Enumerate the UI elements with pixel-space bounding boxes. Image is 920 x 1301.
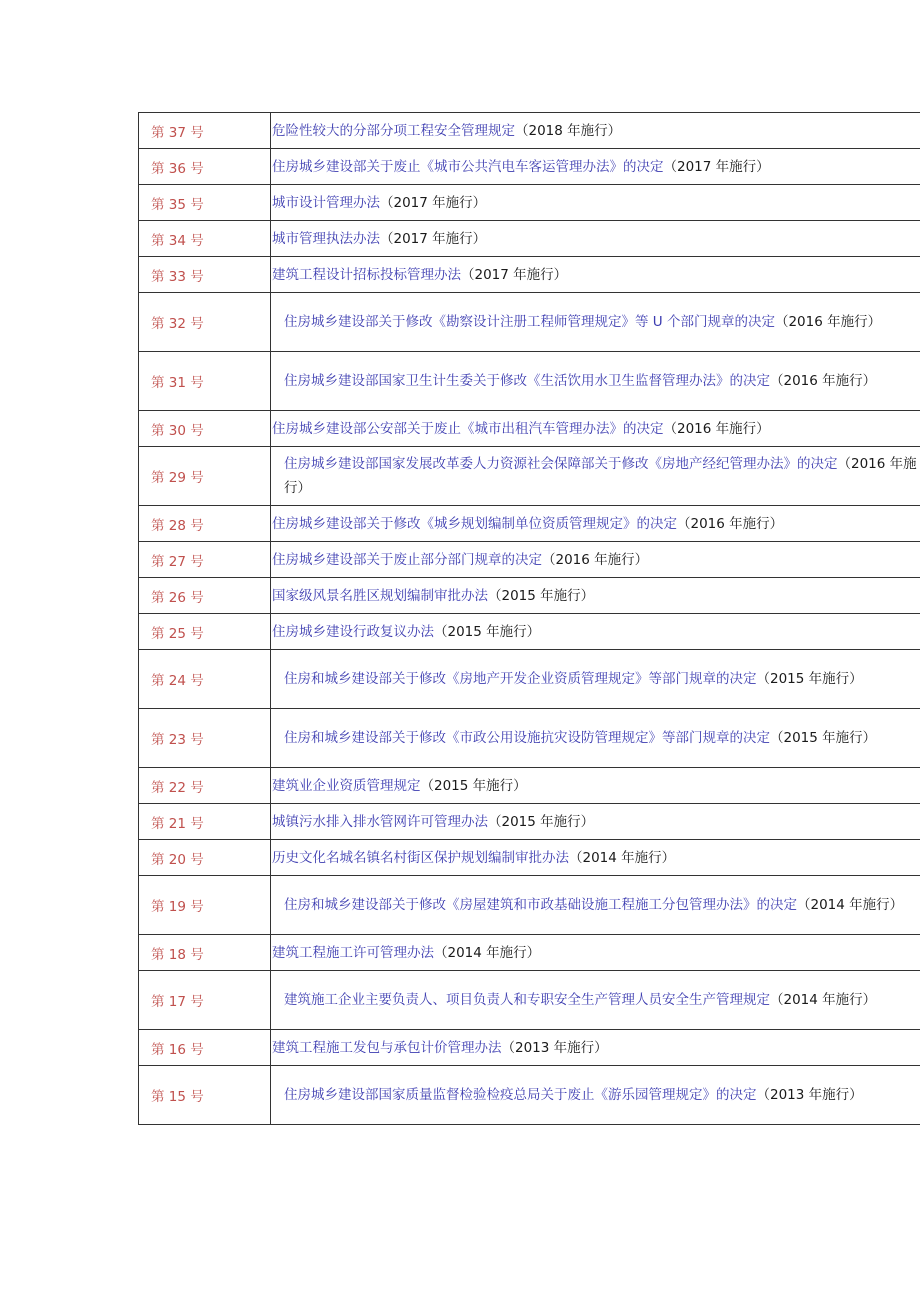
- regulation-title-cell: [271, 149, 920, 185]
- order-number: 第 31 号: [139, 352, 271, 411]
- table-row: [139, 768, 920, 804]
- effective-year: （2017 年施行）: [380, 194, 487, 211]
- regulation-title-cell: [271, 840, 920, 876]
- regulation-title[interactable]: 建筑工程施工发包与承包计价管理办法: [272, 1039, 502, 1056]
- regulation-title[interactable]: 住房城乡建设部关于修改《城乡规划编制单位资质管理规定》的决定: [272, 515, 677, 532]
- regulation-title-cell: [271, 352, 920, 411]
- regulation-title-cell: [271, 971, 920, 1030]
- regulation-title-cell: [271, 768, 920, 804]
- regulation-title-text: [272, 893, 919, 917]
- regulation-title-text: [272, 119, 919, 143]
- order-number: 第 35 号: [139, 185, 271, 221]
- regulation-title-cell: [271, 650, 920, 709]
- regulation-title-cell: [271, 876, 920, 935]
- table-row: [139, 1030, 920, 1066]
- regulation-title[interactable]: 历史文化名城名镇名村街区保护规划编制审批办法: [272, 849, 569, 866]
- effective-year: （2015 年施行）: [770, 730, 877, 746]
- regulation-title-cell: [271, 614, 920, 650]
- regulation-title-cell: [271, 935, 920, 971]
- regulation-title-text: [272, 941, 919, 965]
- order-number: 第 36 号: [139, 149, 271, 185]
- regulation-title[interactable]: 城市设计管理办法: [272, 194, 380, 211]
- regulation-title[interactable]: 城镇污水排入排水管网许可管理办法: [272, 813, 488, 830]
- order-number: 第 15 号: [139, 1066, 271, 1125]
- order-number: 第 34 号: [139, 221, 271, 257]
- effective-year: （2015 年施行）: [488, 587, 595, 604]
- regulation-title[interactable]: 建筑施工企业主要负责人、项目负责人和专职安全生产管理人员安全生产管理规定: [284, 992, 770, 1008]
- table-row: [139, 411, 920, 447]
- effective-year: （2018 年施行）: [515, 122, 622, 139]
- effective-year: （2016 年施行）: [542, 551, 649, 568]
- regulation-title[interactable]: 国家级风景名胜区规划编制审批办法: [272, 587, 488, 604]
- effective-year: （2015 年施行）: [756, 671, 863, 687]
- regulation-title-text: [272, 452, 919, 500]
- table-row: [139, 149, 920, 185]
- regulation-title-cell: [271, 293, 920, 352]
- order-number: 第 22 号: [139, 768, 271, 804]
- order-number: 第 23 号: [139, 709, 271, 768]
- regulation-title[interactable]: 住房城乡建设部国家卫生计生委关于修改《生活饮用水卫生监督管理办法》的决定: [284, 373, 770, 389]
- order-number: 第 30 号: [139, 411, 271, 447]
- regulation-title[interactable]: 建筑业企业资质管理规定: [272, 777, 421, 794]
- table-row: [139, 506, 920, 542]
- effective-year: （2013 年施行）: [756, 1087, 863, 1103]
- regulation-title-text: [272, 369, 919, 393]
- effective-year: （2014 年施行）: [569, 849, 676, 866]
- regulation-title[interactable]: 住房城乡建设部公安部关于废止《城市出租汽车管理办法》的决定: [272, 420, 664, 437]
- regulation-title[interactable]: 住房和城乡建设部关于修改《房地产开发企业资质管理规定》等部门规章的决定: [284, 671, 757, 687]
- order-number: 第 33 号: [139, 257, 271, 293]
- regulation-title-cell: [271, 1066, 920, 1125]
- order-number: 第 17 号: [139, 971, 271, 1030]
- regulation-title-cell: [271, 578, 920, 614]
- order-number: 第 27 号: [139, 542, 271, 578]
- regulation-title[interactable]: 住房城乡建设部国家发展改革委人力资源社会保障部关于修改《房地产经纪管理办法》的决定: [284, 456, 838, 472]
- regulation-title-text: [272, 155, 919, 179]
- regulation-title-text: [272, 774, 919, 798]
- regulation-title-text: [272, 846, 919, 870]
- table-row: [139, 185, 920, 221]
- regulation-title[interactable]: 住房城乡建设部国家质量监督检验检疫总局关于废止《游乐园管理规定》的决定: [284, 1087, 757, 1103]
- table-row: [139, 542, 920, 578]
- regulation-title-text: [272, 548, 919, 572]
- table-row: [139, 935, 920, 971]
- table-row: [139, 876, 920, 935]
- table-row: [139, 650, 920, 709]
- regulation-title-cell: [271, 542, 920, 578]
- regulation-title-cell: [271, 1030, 920, 1066]
- regulation-title-cell: [271, 411, 920, 447]
- order-number: 第 16 号: [139, 1030, 271, 1066]
- regulation-title-text: [272, 512, 919, 536]
- effective-year: （2015 年施行）: [434, 623, 541, 640]
- regulation-title-text: [272, 1036, 919, 1060]
- regulations-table: [138, 112, 920, 1125]
- table-row: [139, 447, 920, 506]
- regulation-title[interactable]: 城市管理执法办法: [272, 230, 380, 247]
- regulation-title-text: [272, 191, 919, 215]
- order-number: 第 19 号: [139, 876, 271, 935]
- effective-year: （2014 年施行）: [797, 897, 904, 913]
- regulation-title-text: [272, 417, 919, 441]
- order-number: 第 20 号: [139, 840, 271, 876]
- regulation-title[interactable]: 住房和城乡建设部关于修改《房屋建筑和市政基础设施工程施工分包管理办法》的决定: [284, 897, 797, 913]
- regulation-title[interactable]: 住房城乡建设行政复议办法: [272, 623, 434, 640]
- table-row: [139, 1066, 920, 1125]
- order-number: 第 25 号: [139, 614, 271, 650]
- table-row: [139, 293, 920, 352]
- regulation-title-cell: [271, 709, 920, 768]
- effective-year: （2016 年施行）: [677, 515, 784, 532]
- order-number: 第 21 号: [139, 804, 271, 840]
- order-number: 第 18 号: [139, 935, 271, 971]
- regulation-title-text: [272, 988, 919, 1012]
- regulation-title[interactable]: 住房和城乡建设部关于修改《市政公用设施抗灾设防管理规定》等部门规章的决定: [284, 730, 770, 746]
- order-number: 第 32 号: [139, 293, 271, 352]
- order-number: 第 26 号: [139, 578, 271, 614]
- effective-year: （2015 年施行）: [420, 777, 527, 794]
- regulation-title-cell: [271, 804, 920, 840]
- effective-year: （2017 年施行）: [380, 230, 487, 247]
- effective-year: （2016 年施行）: [663, 420, 770, 437]
- regulation-title[interactable]: 住房城乡建设部关于废止部分部门规章的决定: [272, 551, 542, 568]
- table-row: [139, 352, 920, 411]
- regulation-title-text: [272, 726, 919, 750]
- regulation-title[interactable]: 住房城乡建设部关于废止《城市公共汽电车客运管理办法》的决定: [272, 158, 664, 175]
- regulation-title[interactable]: 危险性较大的分部分项工程安全管理规定: [272, 122, 515, 139]
- table-row: [139, 257, 920, 293]
- effective-year: （2016 年施行）: [770, 373, 877, 389]
- regulation-title-text: [272, 584, 919, 608]
- regulation-title-text: [272, 620, 919, 644]
- regulation-title-cell: [271, 257, 920, 293]
- effective-year: （2014 年施行）: [434, 944, 541, 961]
- table-row: [139, 804, 920, 840]
- regulations-table-body: [139, 113, 920, 1125]
- effective-year: （2014 年施行）: [770, 992, 877, 1008]
- regulation-title[interactable]: 住房城乡建设部关于修改《勘察设计注册工程师管理规定》等 U 个部门规章的决定: [284, 314, 775, 330]
- regulation-title-cell: [271, 185, 920, 221]
- table-row: [139, 614, 920, 650]
- regulation-title[interactable]: 建筑工程设计招标投标管理办法: [272, 266, 461, 283]
- table-row: [139, 840, 920, 876]
- order-number: 第 28 号: [139, 506, 271, 542]
- regulation-title[interactable]: 建筑工程施工许可管理办法: [272, 944, 434, 961]
- order-number: 第 37 号: [139, 113, 271, 149]
- table-row: [139, 221, 920, 257]
- regulation-title-cell: [271, 221, 920, 257]
- effective-year: （2015 年施行）: [488, 813, 595, 830]
- effective-year: （2013 年施行）: [501, 1039, 608, 1056]
- regulation-title-text: [272, 310, 919, 334]
- order-number: 第 24 号: [139, 650, 271, 709]
- effective-year: （2017 年施行）: [663, 158, 770, 175]
- effective-year: （2016 年施行）: [284, 456, 917, 496]
- regulation-title-cell: [271, 506, 920, 542]
- regulation-title-cell: [271, 113, 920, 149]
- table-row: [139, 113, 920, 149]
- regulation-title-text: [272, 667, 919, 691]
- table-row: [139, 578, 920, 614]
- regulation-title-text: [272, 1083, 919, 1107]
- regulation-title-text: [272, 263, 919, 287]
- regulation-title-cell: [271, 447, 920, 506]
- effective-year: （2016 年施行）: [774, 314, 882, 330]
- effective-year: （2017 年施行）: [461, 266, 568, 283]
- regulation-title-text: [272, 227, 919, 251]
- order-number: 第 29 号: [139, 447, 271, 506]
- table-row: [139, 971, 920, 1030]
- table-row: [139, 709, 920, 768]
- regulation-title-text: [272, 810, 919, 834]
